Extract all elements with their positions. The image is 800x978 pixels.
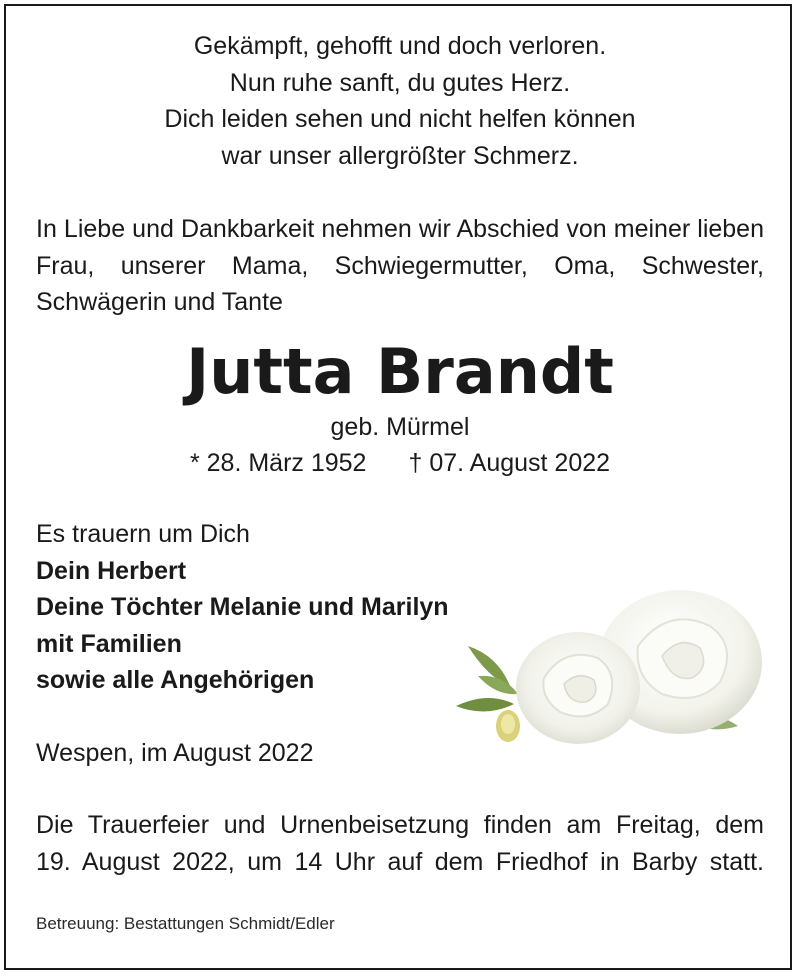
poem-line: Nun ruhe sanft, du gutes Herz. xyxy=(229,68,571,97)
life-dates xyxy=(0,446,800,480)
service-line: 19. August 2022, um 14 Uhr auf dem Friedhof in Barby statt. xyxy=(36,848,764,876)
white-roses-image xyxy=(448,586,768,758)
service-line: Die Trauerfeier und Urnenbeisetzung finden am Freitag, dem xyxy=(36,811,764,839)
poem xyxy=(0,28,800,174)
birth-date: * 28. März 1952 xyxy=(189,449,367,477)
funeral-home-credit: Betreuung: Bestattungen Schmidt/Edler xyxy=(36,914,335,933)
place-date: Wespen, im August 2022 xyxy=(36,739,314,767)
mourners-lead: Es trauern um Dich xyxy=(36,520,250,548)
poem-line: Gekämpft, gehofft und doch verloren. xyxy=(193,32,607,60)
deceased-name: Jutta Brandt xyxy=(186,335,614,408)
intro-text: In Liebe und Dankbarkeit nehmen wir Abschied von meiner lieben Frau, unserer Mama, Schwiegermutter, Oma, Schwester, Schwägerin und Tante xyxy=(36,215,764,316)
poem-line: Dich leiden sehen und nicht helfen können xyxy=(164,105,636,133)
mourner-name: sowie alle Angehörigen xyxy=(36,666,315,694)
poem-line: war unser allergrößter Schmerz. xyxy=(221,141,579,170)
service-info xyxy=(36,807,764,881)
mourner-name: Deine Töchter Melanie und Marilyn xyxy=(36,593,449,621)
death-date: † 07. August 2022 xyxy=(408,449,611,477)
mourner-name: mit Familien xyxy=(36,629,182,658)
mourner-name: Dein Herbert xyxy=(36,556,187,585)
birth-name: geb. Mürmel xyxy=(330,413,470,441)
